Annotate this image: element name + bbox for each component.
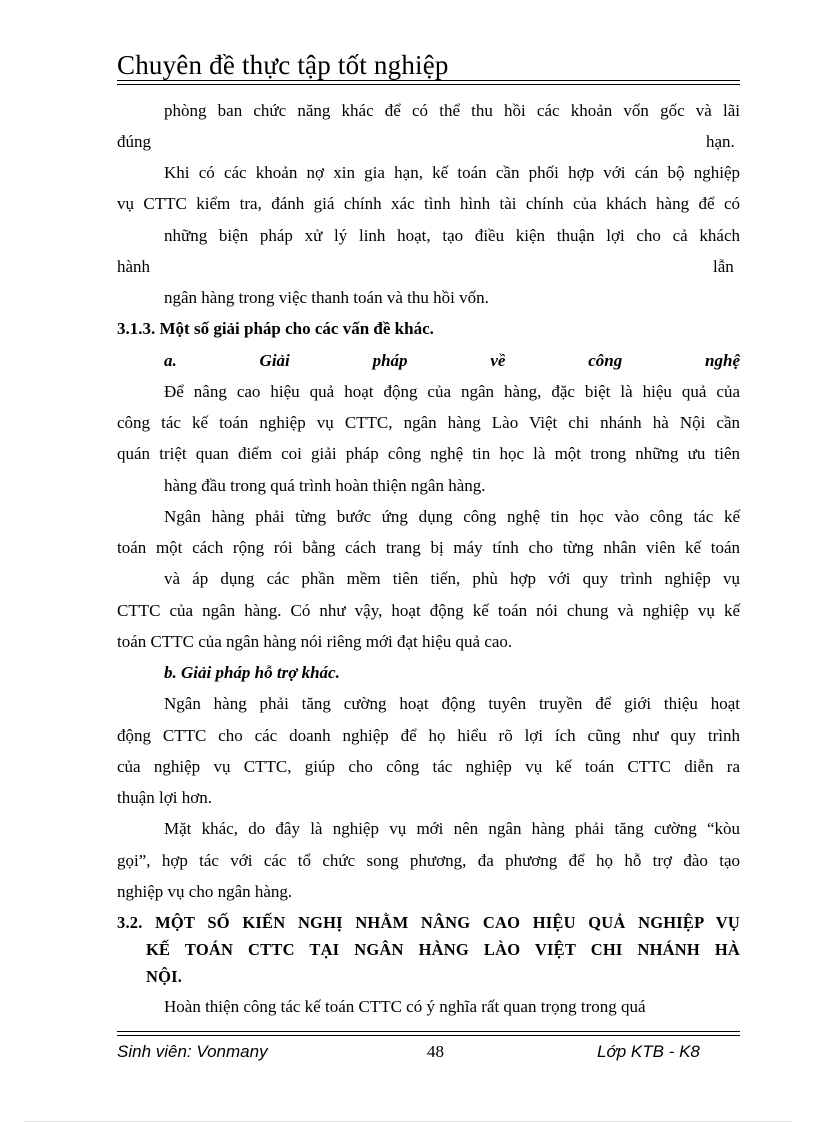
subheading-other-support: b. Giải pháp hỗ trợ khác. (164, 663, 340, 682)
paragraph-line: hành (117, 257, 151, 276)
section-heading-3-2-end: NỘI. (146, 967, 183, 986)
footer-page-number: 48 (427, 1042, 444, 1061)
subheading-technology: a. Giải pháp về công nghệ (164, 351, 740, 370)
footer-rule-thick (117, 1035, 740, 1036)
page-header-title: Chuyên đề thực tập tốt nghiệp (117, 50, 449, 80)
header-rule-thin (117, 84, 740, 85)
paragraph-line: nghiệp vụ cho ngân hàng. (117, 882, 293, 901)
paragraph-line: động CTTC cho các doanh nghiệp để họ hiểu rõ lợi ích cũng như quy trình (117, 726, 740, 745)
paragraph-line: Để nâng cao hiệu quả hoạt động của ngân hàng, đặc biệt là hiệu quả của (164, 382, 740, 401)
paragraph-line: toán một cách rộng rói bằng cách trang bị máy tính cho từng nhân viên kế toán (117, 538, 740, 557)
paragraph-line: những biện pháp xử lý linh hoạt, tạo điều kiện thuận lợi cho cả khách (164, 226, 740, 245)
paragraph-line: Hoàn thiện công tác kế toán CTTC có ý nghĩa rất quan trọng trong quá (164, 997, 646, 1016)
paragraph-line: công tác kế toán nghiệp vụ CTTC, ngân hàng Lào Việt chi nhánh hà Nội cần (117, 413, 740, 432)
page-bottom-divider (25, 1121, 791, 1122)
paragraph-line: lẫn (713, 257, 734, 276)
section-heading-3-2: 3.2. MỘT SỐ KIẾN NGHỊ NHẰM NÂNG CAO HIỆU QUẢ NGHIỆP VỤ (117, 913, 740, 932)
footer-class: Lớp KTB - K8 (597, 1042, 700, 1061)
section-heading-3-2-cont: KẾ TOÁN CTTC TẠI NGÂN HÀNG LÀO VIỆT CHI NHÁNH HÀ (146, 940, 740, 959)
paragraph-line: Mặt khác, do đây là nghiệp vụ mới nên ngân hàng phải tăng cường “kòu (164, 819, 740, 838)
paragraph-line: quán triệt quan điểm coi giải pháp công nghệ tin học là một trong những ưu tiên (117, 444, 740, 463)
paragraph-line: vụ CTTC kiểm tra, đánh giá chính xác tình hình tài chính của khách hàng để có (117, 194, 740, 213)
paragraph-line: hàng đầu trong quá trình hoàn thiện ngân hàng. (164, 476, 486, 495)
paragraph-line: ngân hàng trong việc thanh toán và thu hồi vốn. (164, 288, 489, 307)
paragraph-line: Khi có các khoản nợ xin gia hạn, kế toán cần phối hợp với cán bộ nghiệp (164, 163, 740, 182)
paragraph-line: đúng (117, 132, 151, 151)
header-rule-thick (117, 80, 740, 81)
paragraph-line: hạn. (706, 132, 735, 151)
paragraph-line: toán CTTC của ngân hàng nói riêng mới đạt hiệu quả cao. (117, 632, 513, 651)
footer-student: Sinh viên: Vonmany (117, 1042, 268, 1061)
paragraph-line: CTTC của ngân hàng. Có như vậy, hoạt động kế toán nói chung và nghiệp vụ kế (117, 601, 740, 620)
paragraph-line: Ngân hàng phải từng bước ứng dụng công nghệ tin học vào công tác kế (164, 507, 740, 526)
paragraph-line: của nghiệp vụ CTTC, giúp cho công tác nghiệp vụ kế toán CTTC diễn ra (117, 757, 740, 776)
paragraph-line: phòng ban chức năng khác để có thể thu hồi các khoản vốn gốc và lãi (164, 101, 740, 120)
paragraph-line: gọi”, hợp tác với các tổ chức song phương, đa phương để họ hỗ trợ đào tạo (117, 851, 740, 870)
footer-rule-thin (117, 1031, 740, 1032)
paragraph-line: Ngân hàng phải tăng cường hoạt động tuyên truyền để giới thiệu hoạt (164, 694, 740, 713)
paragraph-line: và áp dụng các phần mềm tiên tiến, phù hợp với quy trình nghiệp vụ (164, 569, 740, 588)
paragraph-line: thuận lợi hơn. (117, 788, 212, 807)
section-heading-3-1-3: 3.1.3. Một số giải pháp cho các vấn đề khác. (117, 319, 434, 338)
